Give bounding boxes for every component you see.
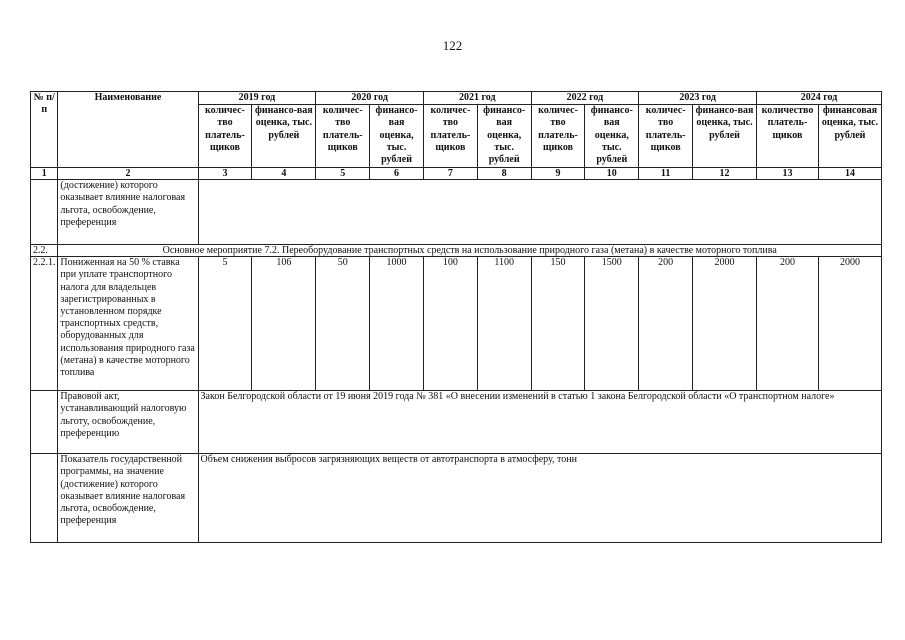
header-year: 2019 год: [198, 92, 316, 105]
value-cell: 1100: [477, 257, 531, 391]
header-sub: количес-тво платель-щиков: [198, 105, 252, 168]
column-number: 8: [477, 168, 531, 180]
value-cell: 106: [252, 257, 316, 391]
column-number: 13: [756, 168, 818, 180]
column-number: 4: [252, 168, 316, 180]
header-year: 2023 год: [639, 92, 757, 105]
value-cell: 150: [531, 257, 585, 391]
header-year: 2024 год: [756, 92, 881, 105]
column-number: 7: [423, 168, 477, 180]
section-num: 2.2.: [31, 245, 58, 257]
header-sub: количес-тво платель-щиков: [639, 105, 693, 168]
header-sub: финансо-вая оценка, тыс. рублей: [477, 105, 531, 168]
row-num-empty: [31, 180, 58, 245]
header-sub: финансовая оценка, тыс. рублей: [818, 105, 881, 168]
row-num-empty: [31, 454, 58, 543]
header-year: 2020 год: [316, 92, 424, 105]
row-empty-span: [198, 180, 881, 245]
value-cell: 200: [639, 257, 693, 391]
column-numbers-row: [31, 168, 882, 180]
column-number: 10: [585, 168, 639, 180]
header-sub: финансо-вая оценка, тыс. рублей: [370, 105, 424, 168]
value-cell: 2000: [693, 257, 757, 391]
column-number: 9: [531, 168, 585, 180]
header-sub: количество платель-щиков: [756, 105, 818, 168]
item-num: 2.2.1.: [31, 257, 58, 391]
header-year: 2021 год: [423, 92, 531, 105]
table-row: [31, 257, 882, 391]
header-sub: количес-тво платель-щиков: [316, 105, 370, 168]
column-number: 11: [639, 168, 693, 180]
header-sub: финансо-вая оценка, тыс. рублей: [693, 105, 757, 168]
continuation-row: [31, 180, 882, 245]
value-cell: 1000: [370, 257, 424, 391]
header-row-years: [31, 92, 882, 105]
column-number: 3: [198, 168, 252, 180]
column-number: 1: [31, 168, 58, 180]
section-row: [31, 245, 882, 257]
column-number: 6: [370, 168, 424, 180]
indicator-text: Объем снижения выбросов загрязняющих веществ от автотранспорта в атмосферу, тонн: [198, 454, 881, 543]
value-cell: 100: [423, 257, 477, 391]
column-number: 5: [316, 168, 370, 180]
header-sub: финансо-вая оценка, тыс. рублей: [252, 105, 316, 168]
legal-act-text: Закон Белгородской области от 19 июня 2019 года № 381 «О внесении изменений в статью 1 закона Белгородской области «О транспортном налоге»: [198, 391, 881, 454]
indicator-label: Показатель государственной программы, на значение (достижение) которого оказывает влияние налоговая льгота, освобождение, преференция: [58, 454, 198, 543]
header-year: 2022 год: [531, 92, 639, 105]
tax-benefits-table: [30, 91, 882, 543]
column-number: 12: [693, 168, 757, 180]
column-number: 2: [58, 168, 198, 180]
header-sub: количес-тво платель-щиков: [423, 105, 477, 168]
value-cell: 200: [756, 257, 818, 391]
legal-act-row: [31, 391, 882, 454]
legal-act-label: Правовой акт, устанавливающий налоговую льготу, освобождение, преференцию: [58, 391, 198, 454]
indicator-row: [31, 454, 882, 543]
value-cell: 1500: [585, 257, 639, 391]
row-name: (достижение) которого оказывает влияние налоговая льгота, освобождение, преференция: [58, 180, 198, 245]
value-cell: 2000: [818, 257, 881, 391]
row-num-empty: [31, 391, 58, 454]
item-name: Пониженная на 50 % ставка при уплате транспортного налога для владельцев зарегистрированных в установленном порядке транспортных средств, оборудованных для использования природного газа (метана) в качестве моторного топлива: [58, 257, 198, 391]
header-num: № п/п: [31, 92, 58, 168]
header-name: Наименование: [58, 92, 198, 168]
header-sub: количес-тво платель-щиков: [531, 105, 585, 168]
column-number: 14: [818, 168, 881, 180]
section-title: Основное мероприятие 7.2. Переоборудование транспортных средств на использование природного газа (метана) в качестве моторного топлива: [58, 245, 882, 257]
value-cell: 5: [198, 257, 252, 391]
value-cell: 50: [316, 257, 370, 391]
page-number: 122: [442, 38, 463, 53]
header-sub: финансо-вая оценка, тыс. рублей: [585, 105, 639, 168]
